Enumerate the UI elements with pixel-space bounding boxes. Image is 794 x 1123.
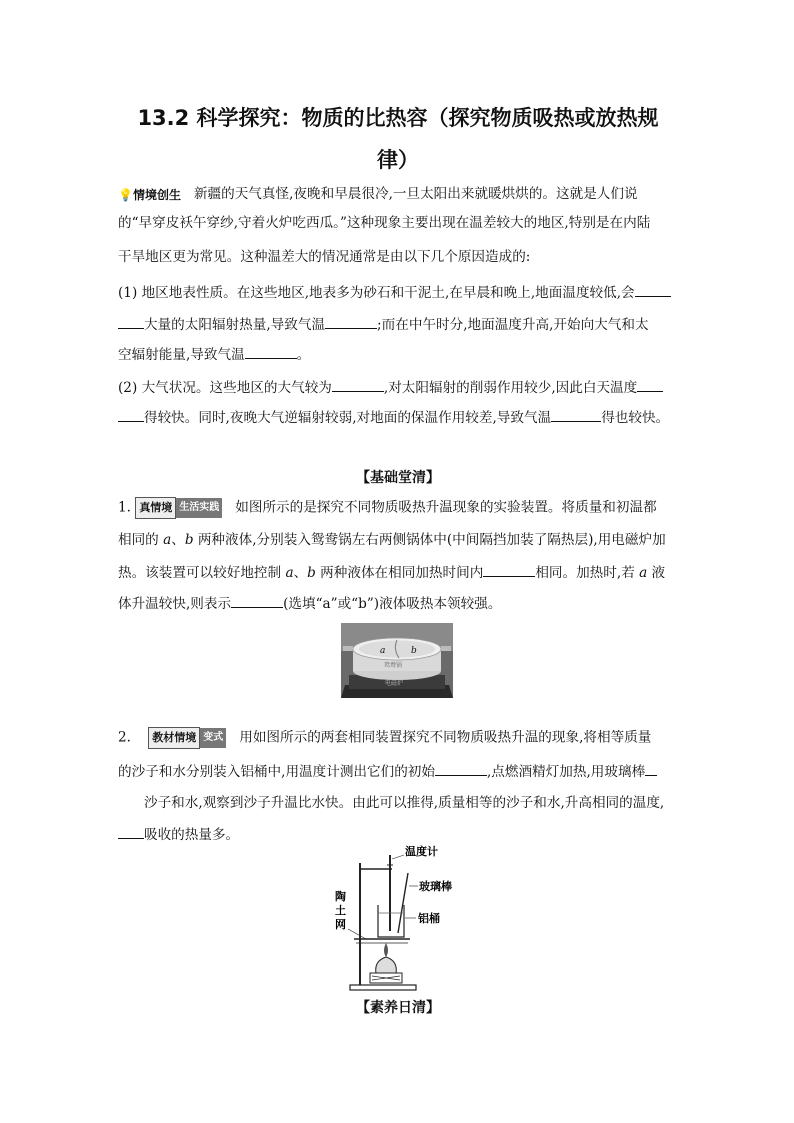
q1-tag-life: 生活实践 bbox=[176, 498, 222, 518]
q1-line-4: 体升温较快,则表示 (选填“a”或“b”)液体吸热本领较强。 bbox=[118, 593, 678, 614]
blank-3[interactable] bbox=[245, 344, 297, 359]
title-line-2: 律） bbox=[377, 148, 419, 172]
label-net-2: 土 bbox=[335, 904, 346, 917]
label-glass-rod: 玻璃棒 bbox=[419, 880, 452, 893]
intro-p2-line-1: (2) 大气状况。这些地区的大气较为 ,对太阳辐射的削弱作用较少,因此白天温度 bbox=[118, 377, 678, 398]
blank-2[interactable] bbox=[325, 314, 377, 329]
label-pot: 鸳鸯锅 bbox=[384, 662, 403, 669]
blank-1-cont[interactable] bbox=[118, 314, 144, 329]
blank-9[interactable] bbox=[435, 761, 487, 776]
blank-6[interactable] bbox=[551, 407, 601, 422]
label-thermometer: 温度计 bbox=[405, 845, 438, 858]
q1-tag-real: 真情境 bbox=[135, 497, 176, 519]
intro-p1-line-1: (1) 地区地表性质。在这些地区,地表多为砂石和干泥土,在早晨和晚上,地面温度较低,会 bbox=[118, 282, 678, 303]
q2-line-4: 吸收的热量多。 bbox=[118, 824, 678, 845]
blank-4[interactable] bbox=[332, 377, 384, 392]
section-literacy: 【素养日清】 bbox=[356, 1000, 440, 1016]
label-net-1: 陶 bbox=[335, 890, 346, 903]
q2-line-3: 沙子和水,观察到沙子升温比水快。由此可以推得,质量相等的沙子和水,升高相同的温度, bbox=[144, 795, 665, 811]
section-basic: 【基础堂清】 bbox=[356, 470, 440, 486]
blank-5-cont[interactable] bbox=[118, 407, 144, 422]
label-bucket: 铝桶 bbox=[418, 912, 440, 925]
q2-tag-variant: 变式 bbox=[200, 728, 226, 748]
q2-tag-textbook: 教材情境 bbox=[148, 727, 200, 749]
blank-5[interactable] bbox=[637, 377, 663, 392]
intro-line-3: 干旱地区更为常见。这种温差大的情况通常是由以下几个原因造成的: bbox=[118, 249, 531, 265]
label-b: b bbox=[411, 646, 417, 656]
intro-line-1: 💡情境创生 新疆的天气真怪,夜晚和早晨很冷,一旦太阳出来就暖烘烘的。这就是人们说 bbox=[118, 184, 678, 205]
label-net-3: 网 bbox=[335, 918, 346, 931]
lightbulb-icon: 💡 bbox=[118, 187, 133, 202]
apparatus-figure bbox=[330, 843, 470, 993]
blank-1[interactable] bbox=[635, 282, 671, 297]
q2-line-2: 的沙子和水分别装入铝桶中,用温度计测出它们的初始 ,点燃酒精灯加热,用玻璃棒 bbox=[118, 761, 678, 782]
intro-p1-line-2: 大量的太阳辐射热量,导致气温 ;而在中午时分,地面温度升高,开始向大气和太 bbox=[118, 314, 678, 335]
intro-tag: 💡情境创生 bbox=[118, 187, 181, 202]
blank-7[interactable] bbox=[483, 562, 535, 577]
intro-line-2: 的“早穿皮袄午穿纱,守着火炉吃西瓜。”这种现象主要出现在温差较大的地区,特别是在内陆 bbox=[118, 215, 651, 231]
label-a: a bbox=[380, 646, 386, 656]
blank-11[interactable] bbox=[118, 824, 144, 839]
intro-p1-line-3: 空辐射能量,导致气温 。 bbox=[118, 344, 678, 365]
blank-10[interactable] bbox=[645, 761, 657, 776]
intro-p2-line-2: 得较快。同时,夜晚大气逆辐射较弱,对地面的保温作用较差,导致气温 得也较快。 bbox=[118, 407, 678, 428]
q1-line-3: 热。该装置可以较好地控制 a、b 两种液体在相同加热时间内 相同。加热时,若 a 液 bbox=[118, 562, 678, 583]
label-cooker: 电磁炉 bbox=[385, 680, 404, 687]
q2-line-1: 2. 教材情境 变式 用如图所示的两套相同装置探究不同物质吸热升温的现象,将相等质量 bbox=[118, 727, 678, 749]
title-line-1: 13.2 科学探究：物质的比热容（探究物质吸热或放热规 bbox=[137, 106, 659, 130]
q1-line-2: 相同的 a、b 两种液体,分别装入鸳鸯锅左右两侧锅体中(中间隔挡加装了隔热层),用电磁炉加 bbox=[118, 532, 666, 548]
blank-8[interactable] bbox=[231, 593, 283, 608]
hotpot-figure bbox=[341, 623, 453, 698]
q1-line-1: 1. 真情境 生活实践 如图所示的是探究不同物质吸热升温现象的实验装置。将质量和初温都 bbox=[118, 497, 678, 519]
